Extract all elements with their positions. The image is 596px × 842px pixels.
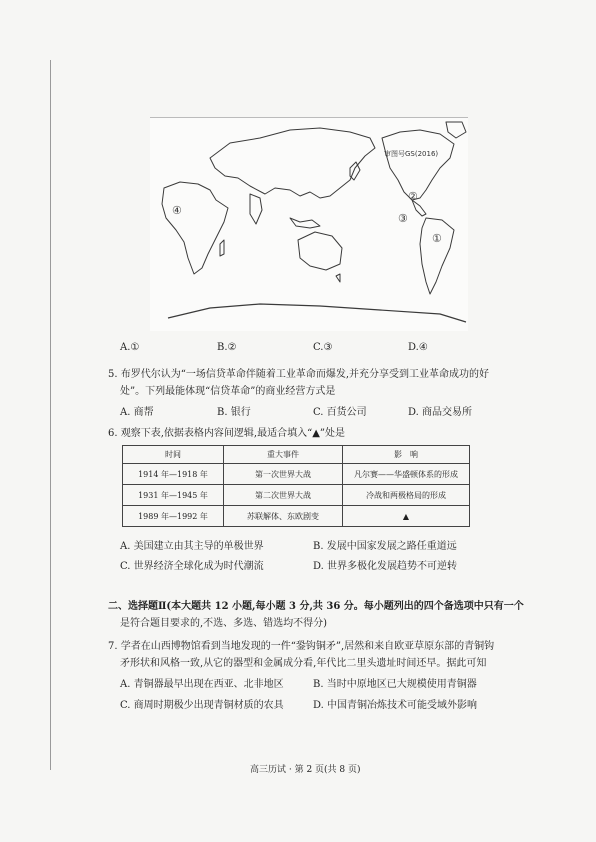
table-header-impact: 影 响	[343, 446, 470, 464]
map-approval-number: 审图号GS(2016)	[384, 150, 439, 158]
table-cell: 第一次世界大战	[224, 464, 343, 485]
map-marker-3: ③	[398, 212, 408, 225]
events-table	[122, 445, 470, 527]
q5-option-d: D. 商品交易所	[408, 407, 473, 418]
q6-option-b: B. 发展中国家发展之路任重道远	[313, 541, 457, 552]
q7-option-d: D. 中国青铜冶炼技术可能受域外影响	[313, 700, 478, 711]
q5-stem-line1: 5. 布罗代尔认为“一场信贷革命伴随着工业革命而爆发,并充分享受到工业革命成功的好	[108, 369, 490, 380]
table-row	[123, 464, 470, 485]
q5-stem-line2: 处”。下列最能体现“信贷革命”的商业经营方式是	[120, 386, 336, 397]
q7-stem-line2: 矛形状和风格一致,从它的器型和金属成分看,年代比二里头遗址时间还早。据此可知	[120, 658, 487, 669]
q7-option-c: C. 商周时期极少出现青铜材质的农具	[120, 700, 284, 711]
q7-option-b: B. 当时中原地区已大规模使用青铜器	[313, 679, 477, 690]
section2-heading-line1: 二、选择题Ⅱ(本大题共 12 小题,每小题 3 分,共 36 分。每小题列出的四个备选项中只有一个	[108, 601, 524, 612]
table-cell: 第二次世界大战	[224, 485, 343, 506]
page-footer: 高三历试 · 第 2 页(共 8 页)	[250, 765, 361, 775]
q5-option-c: C. 百货公司	[313, 407, 367, 418]
map-marker-4: ④	[172, 204, 182, 217]
table-cell: 苏联解体、东欧剧变	[224, 506, 343, 527]
q4-option-d: D.④	[408, 342, 428, 353]
q4-option-c: C.③	[313, 342, 333, 353]
table-cell: 凡尔赛——华盛顿体系的形成	[343, 464, 470, 485]
table-cell: ▲	[343, 506, 470, 527]
table-header-time: 时间	[123, 446, 224, 464]
section2-heading-line2: 是符合题目要求的,不选、多选、错选均不得分)	[120, 618, 328, 629]
q6-option-a: A. 美国建立由其主导的单极世界	[120, 541, 264, 552]
table-cell: 冷战和两极格局的形成	[343, 485, 470, 506]
table-cell: 1914 年—1918 年	[123, 464, 224, 485]
q7-option-a: A. 青铜器最早出现在西亚、北非地区	[120, 679, 284, 690]
binding-margin-line	[50, 60, 51, 770]
q7-stem-line1: 7. 学者在山西博物馆看到当地发现的一件“銎钩铜矛”,居然和来自欧亚草原东部的青铜钩	[108, 641, 495, 652]
q4-option-b: B.②	[217, 342, 237, 353]
map-marker-1: ①	[432, 232, 442, 245]
map-marker-2: ②	[408, 190, 418, 203]
table-cell: 1989 年—1992 年	[123, 506, 224, 527]
q6-option-d: D. 世界多极化发展趋势不可逆转	[313, 561, 458, 572]
table-header-row	[123, 446, 470, 464]
table-cell: 1931 年—1945 年	[123, 485, 224, 506]
table-row	[123, 506, 470, 527]
q4-option-a: A.①	[120, 342, 140, 353]
q5-option-b: B. 银行	[217, 407, 251, 418]
q6-option-c: C. 世界经济全球化成为时代潮流	[120, 561, 264, 572]
table-header-event: 重大事件	[224, 446, 343, 464]
q6-stem: 6. 观察下表,依据表格内容间逻辑,最适合填入“▲”处是	[108, 428, 345, 439]
q5-option-a: A. 商帮	[120, 407, 154, 418]
table-row	[123, 485, 470, 506]
